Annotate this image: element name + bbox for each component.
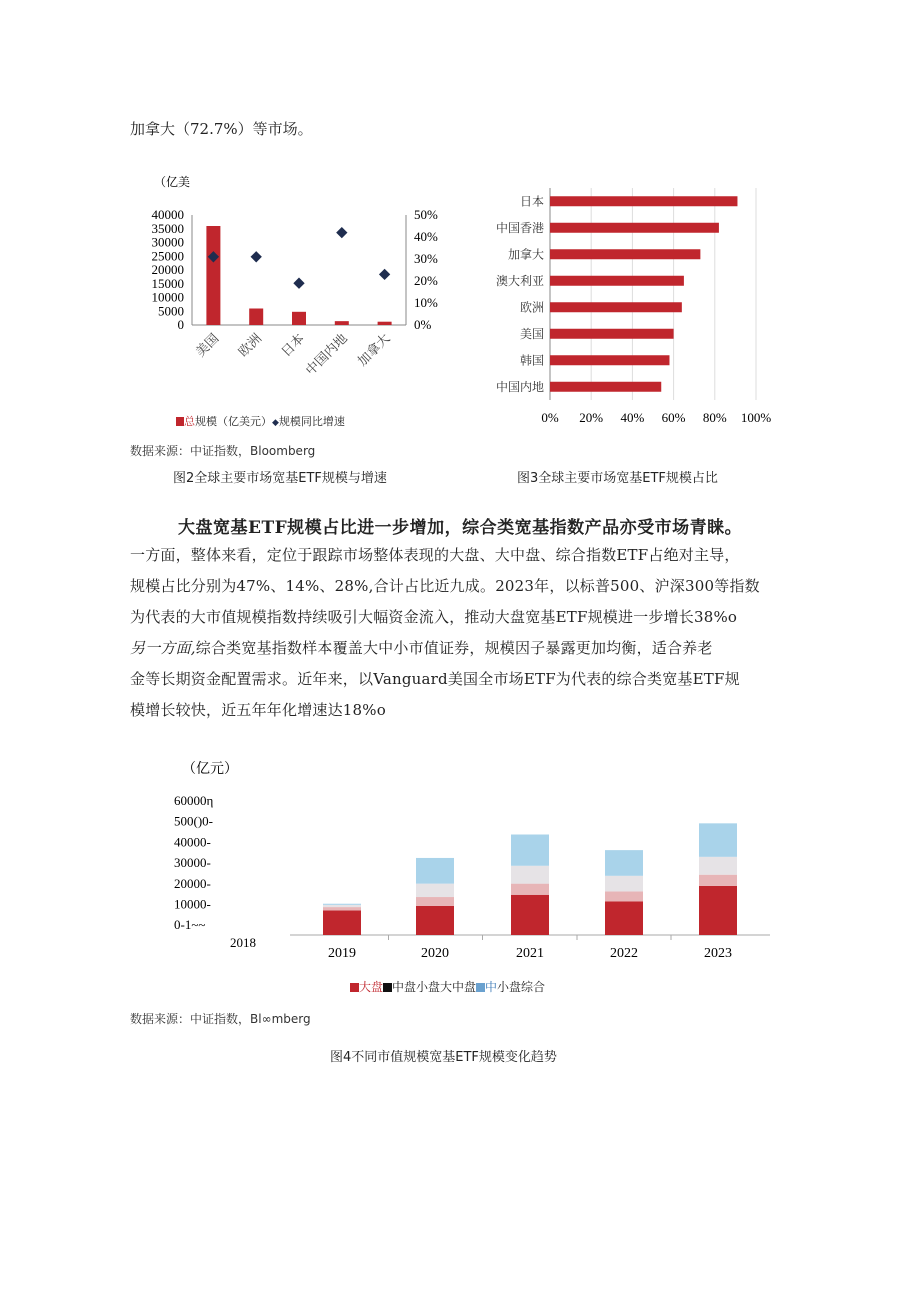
fig4-bar-segment: [323, 904, 361, 905]
fig3-caption: 图3全球主要市场宽基ETF规模占比: [517, 471, 718, 486]
para-line-rest: 综合类宽基指数样本覆盖大中小市值证券，规模因子暴露更加均衡，适合养老: [195, 639, 713, 657]
fig2-right-tick: 40%: [414, 229, 438, 244]
fig2-right-tick: 0%: [414, 317, 432, 332]
fig3-category-label: 欧洲: [519, 300, 544, 315]
fig2-bar: [206, 226, 220, 325]
fig3-category-label: 中国香港: [495, 220, 544, 235]
fig2-legend: [176, 413, 345, 429]
fig3-x-tick: 0%: [541, 410, 559, 425]
fig2-left-tick: 40000: [151, 207, 184, 222]
fig2-bar: [249, 309, 263, 326]
fig2-left-tick: 35000: [151, 220, 184, 236]
fig4-bar-segment: [699, 857, 737, 875]
fig4-bar-segment: [416, 858, 454, 884]
fig4-bar-segment: [416, 906, 454, 935]
fig3-x-tick: 100%: [740, 410, 772, 425]
fig4-bar-segment: [511, 895, 549, 935]
fig3-category-label: 美国: [519, 326, 544, 341]
fig2-right-tick: 20%: [414, 273, 438, 288]
fig4-y-tick: 20000-: [174, 875, 211, 891]
diamond-icon: ◆: [272, 418, 279, 428]
fig4-source: 数据来源：中证指数，Bl∞mberg: [130, 1012, 311, 1026]
fig3-category-label: 中国内地: [495, 379, 544, 394]
fig4-bar-segment: [511, 835, 549, 866]
fig4-bar-segment: [605, 876, 643, 892]
figure-2-chart: [130, 170, 450, 440]
fig3-category-label: 韩国: [519, 353, 544, 368]
fig4-category-label: 2021: [516, 946, 544, 961]
legend-mid-swatch: [383, 983, 392, 992]
fig4-y-tick: 40000-: [174, 834, 211, 850]
fig3-bar: [550, 329, 674, 339]
fig4-category-label: 2022: [610, 946, 638, 961]
legend-composite-label: 小盘综合: [497, 980, 546, 994]
fig2-left-tick: 25000: [151, 248, 184, 264]
para-line: 为代表的大市值规模指数持续吸引大幅资金流入，推动大盘宽基ETF规模进一步增长38%o: [130, 608, 738, 626]
figure-4: [130, 755, 780, 1005]
fig2-right-tick: 30%: [414, 251, 438, 266]
figure-2: [130, 170, 450, 440]
fig4-y-tick: 0-1~~: [174, 917, 206, 933]
legend-mid-label: 中盘小盘大中盘: [392, 980, 477, 994]
fig2-category-label: 中国内地: [303, 331, 351, 379]
fig4-unit: （亿元）: [182, 761, 238, 777]
fig2-category-label: 加拿大: [355, 331, 394, 370]
legend-total-swatch: [176, 417, 184, 426]
fig2-source: 数据来源：中证指数，Bloomberg: [130, 444, 316, 458]
legend-composite-swatch: [476, 983, 485, 992]
fig2-left-tick: 15000: [151, 275, 184, 291]
fig3-bar: [550, 196, 737, 206]
fig2-bar: [292, 312, 306, 325]
fig3-category-label: 加拿大: [507, 247, 544, 262]
fig4-y-tick: 10000-: [174, 896, 211, 912]
fig2-left-tick: 10000: [151, 289, 184, 305]
fig4-bar-segment: [699, 875, 737, 886]
fig4-category-label: 2023: [704, 946, 732, 961]
para-line: [130, 633, 760, 664]
fig2-growth-marker: [336, 227, 347, 238]
fig3-category-label: 日本: [519, 194, 544, 209]
para-line: 一方面，整体来看，定位于跟踪市场整体表现的大盘、大中盘、综合指数ETF占绝对主导，: [130, 546, 740, 564]
fig3-x-tick: 20%: [579, 410, 604, 425]
fig2-growth-marker: [379, 269, 390, 280]
fig4-bar-segment: [511, 866, 549, 884]
section-heading: 大盘宽基ETF规模占比进一步增加，综合类宽基指数产品亦受市场青睐。: [178, 518, 743, 538]
fig4-caption: 图4不同市值规模宽基ETF规模变化趋势: [330, 1050, 557, 1065]
para-italic-lead: 另一方面,: [130, 639, 196, 657]
legend-total-first-char: 总: [184, 415, 195, 428]
fig4-bar-segment: [605, 902, 643, 936]
legend-large-swatch: [350, 983, 359, 992]
fig4-bar-segment: [605, 850, 643, 876]
fig2-left-tick: 30000: [151, 234, 184, 250]
fig2-left-tick: 5000: [158, 303, 184, 319]
fig4-category-label: 2019: [328, 946, 356, 961]
fig4-x-first: 2018: [230, 935, 256, 950]
fig2-growth-marker: [251, 251, 262, 262]
fig3-x-tick: 60%: [661, 410, 686, 425]
fig3-bar: [550, 382, 661, 392]
fig4-y-tick: 500()0-: [174, 813, 213, 829]
fig3-x-tick: 80%: [702, 410, 727, 425]
fig3-bar: [550, 355, 669, 365]
fig2-left-tick: 20000: [151, 262, 184, 277]
fig4-category-label: 2020: [421, 946, 449, 961]
fig3-bar: [550, 276, 684, 286]
para-line: 金等长期资金配置需求。近年来，以Vanguard美国全市场ETF为代表的综合类宽基ETF规: [130, 670, 740, 688]
fig4-bar-segment: [699, 886, 737, 935]
paragraph: [130, 540, 760, 726]
fig2-category-label: 美国: [193, 331, 223, 361]
fig4-y-tick: 60000η: [174, 793, 214, 808]
fig4-legend: [350, 978, 545, 995]
fig2-category-label: 欧洲: [236, 331, 266, 361]
fig4-bar-segment: [323, 907, 361, 910]
legend-large-label: 大盘: [359, 980, 384, 994]
fig3-bar: [550, 302, 682, 312]
fig2-left-tick: 0: [177, 317, 184, 332]
fig2-bar: [335, 321, 349, 325]
legend-small-label: 中: [485, 980, 498, 994]
fig2-growth-marker: [293, 278, 304, 289]
figure-4-chart: [130, 755, 780, 1005]
intro-line: 加拿大（72.7%）等市场。: [130, 120, 313, 138]
para-line: 规模占比分别为47%、14%、28%,合计占比近九成。2023年，以标普500、沪深300等指数: [130, 577, 760, 595]
fig2-right-tick: 10%: [414, 295, 438, 310]
fig4-y-tick: 30000-: [174, 855, 211, 871]
fig2-caption: 图2全球主要市场宽基ETF规模与增速: [173, 471, 387, 486]
fig4-bar-segment: [511, 884, 549, 895]
fig4-bar-segment: [323, 910, 361, 935]
fig2-unit: （亿美: [154, 175, 191, 189]
fig4-bar-segment: [416, 884, 454, 897]
fig2-category-label: 日本: [278, 331, 308, 361]
figure-3: [490, 180, 790, 430]
legend-growth-label: 规模同比增速: [278, 415, 345, 428]
fig3-x-tick: 40%: [620, 410, 645, 425]
figure-3-chart: [490, 180, 790, 430]
legend-total-label: 规模（亿美元）: [195, 415, 272, 428]
fig3-category-label: 澳大利亚: [495, 273, 544, 288]
fig2-bar: [378, 322, 392, 325]
fig2-right-tick: 50%: [414, 207, 438, 222]
fig4-bar-segment: [605, 891, 643, 901]
fig4-bar-segment: [416, 897, 454, 906]
fig3-bar: [550, 223, 719, 233]
fig3-bar: [550, 249, 700, 259]
para-line: 模增长较快，近五年年化增速达18%o: [130, 701, 386, 719]
fig4-bar-segment: [699, 823, 737, 857]
fig4-bar-segment: [323, 905, 361, 907]
